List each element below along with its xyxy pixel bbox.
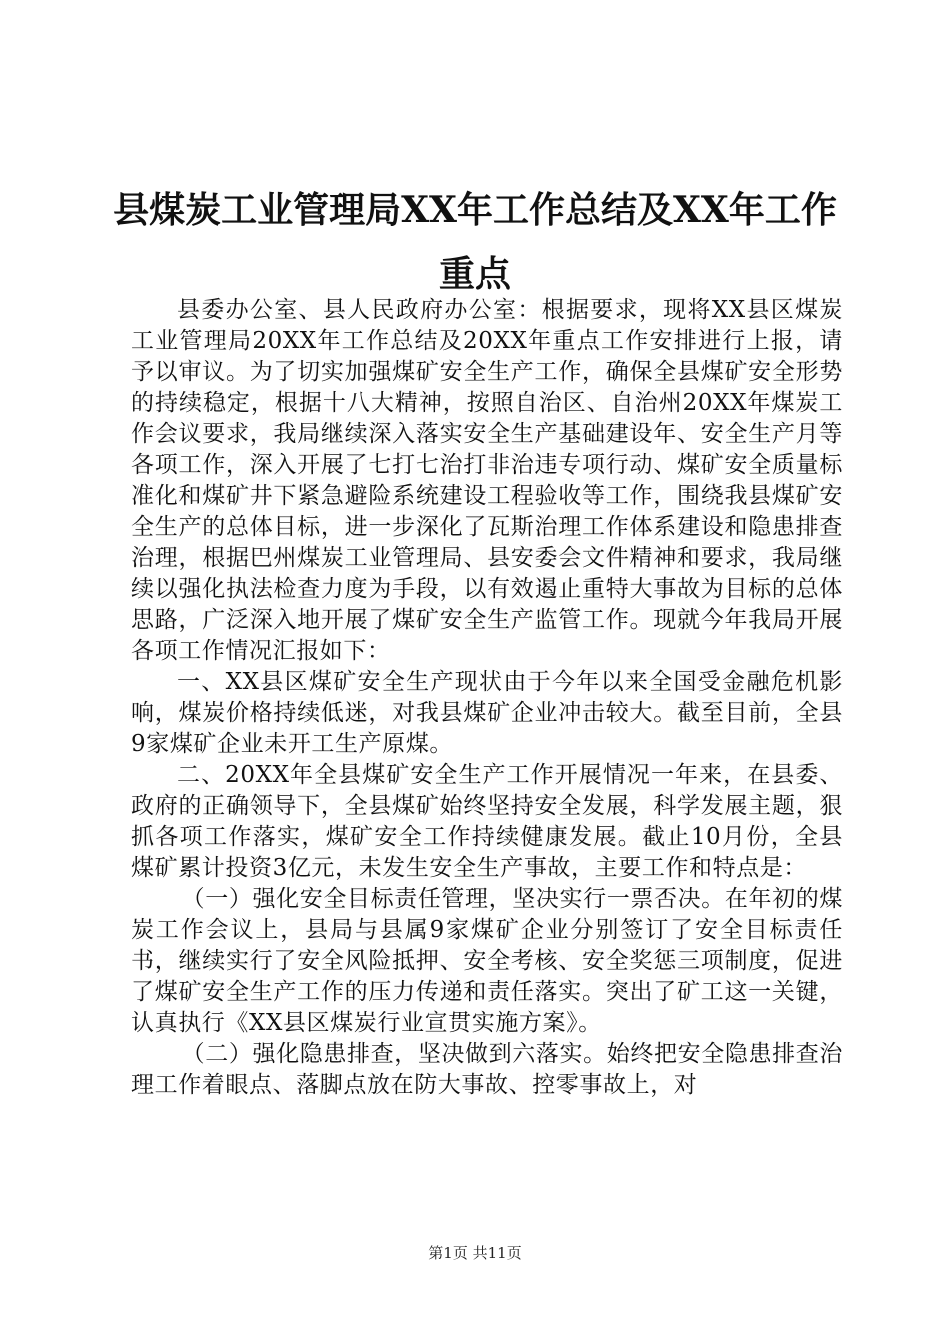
paragraph-subsection-2: （二）强化隐患排查，坚决做到六落实。始终把安全隐患排查治理工作着眼点、落脚点放在防大事故、控零事故上，对 [131,1041,843,1098]
document-title [100,178,850,306]
paragraph-intro: 县委办公室、县人民政府办公室：根据要求，现将XX县区煤炭工业管理局20XX年工作总结及20XX年重点工作安排进行上报，请予以审议。为了切实加强煤矿安全生产工作，确保全县煤矿安全形势的持续稳定，根据十八大精神，按照自治区、自治州20XX年煤炭工作会议要求，我局继续深入落实安全生产基础建设年、安全生产月等各项工作，深入开展了七打七治打非治违专项行动、煤矿安全质量标准化和煤矿井下紧急避险系统建设工程验收等工作，围绕我县煤矿安全生产的总体目标，进一步深化了瓦斯治理工作体系建设和隐患排查治理，根据巴州煤炭工业管理局、县安委会文件精神和要求，我局继续以强化执法检查力度为手段，以有效遏止重特大事故为目标的总体思路，广泛深入地开展了煤矿安全生产监管工作。现就今年我局开展各项工作情况汇报如下： [131,297,843,664]
document-body [131,295,843,1101]
paragraph-section-1: 一、XX县区煤矿安全生产现状由于今年以来全国受金融危机影响，煤炭价格持续低迷，对我县煤矿企业冲击较大。截至目前，全县9家煤矿企业未开工生产原煤。 [131,669,843,757]
paragraph-subsection-1: （一）强化安全目标责任管理，坚决实行一票否决。在年初的煤炭工作会议上，县局与县属9家煤矿企业分别签订了安全目标责任书，继续实行了安全风险抵押、安全考核、安全奖惩三项制度，促进了煤矿安全生产工作的压力传递和责任落实。突出了矿工这一关键，认真执行《XX县区煤炭行业宣贯实施方案》。 [131,886,843,1036]
page-number-footer: 第1页 共11页 [428,1244,522,1262]
paragraph-section-2: 二、20XX年全县煤矿安全生产工作开展情况一年来，在县委、政府的正确领导下，全县煤矿始终坚持安全发展，科学发展主题，狠抓各项工作落实，煤矿安全工作持续健康发展。截止10月份，全县煤矿累计投资3亿元，未发生安全生产事故，主要工作和特点是： [131,762,843,881]
title-line-2: 重点 [438,253,511,295]
title-line-1: 县煤炭工业管理局XX年工作总结及XX年工作 [113,189,837,231]
